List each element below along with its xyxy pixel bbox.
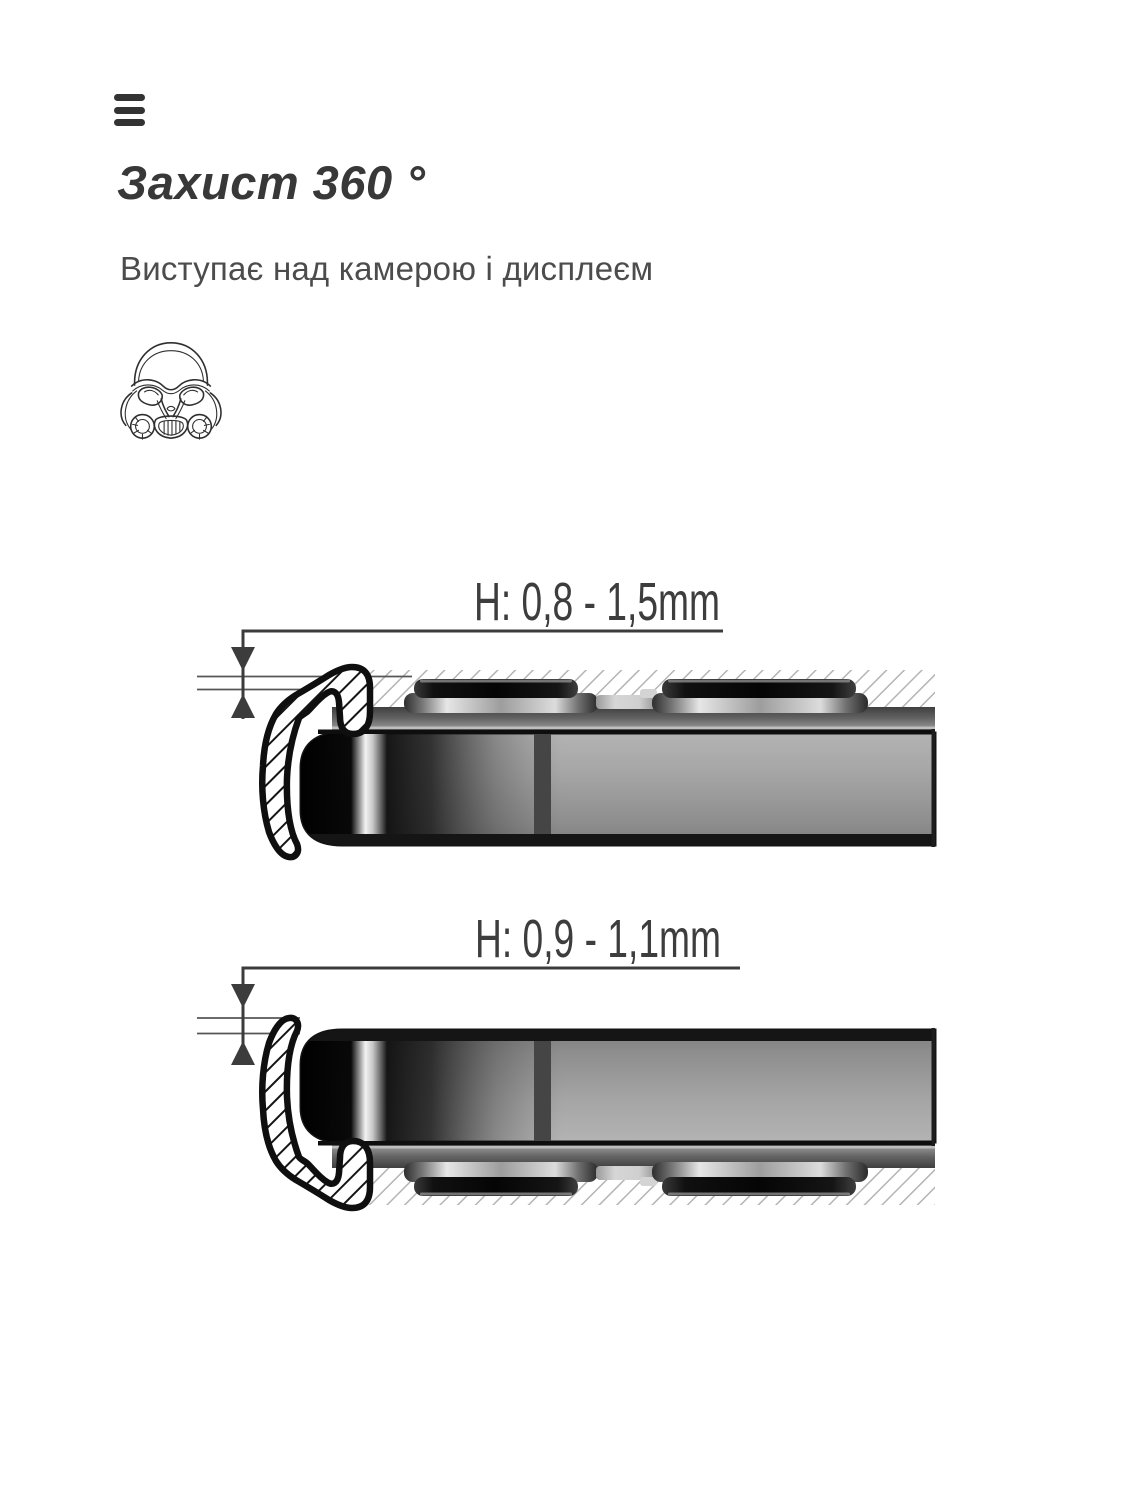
page-title: Захист 360 ° <box>117 156 426 209</box>
page-subtitle: Виступає над камерою і дисплеєм <box>120 250 654 287</box>
dimension-label-display: H: 0,9 - 1,1mm <box>475 909 721 969</box>
diagram-camera-protrusion <box>197 572 937 857</box>
diagram-display-protrusion <box>197 909 937 1208</box>
hamburger-bar <box>114 119 145 126</box>
hamburger-bar <box>114 94 145 101</box>
hamburger-menu-icon[interactable] <box>114 94 145 126</box>
dimension-label-camera: H: 0,8 - 1,5mm <box>474 572 720 632</box>
stormtrooper-helmet-icon <box>112 330 230 448</box>
hamburger-bar <box>114 107 145 114</box>
case-protection-diagrams <box>0 555 1125 1230</box>
